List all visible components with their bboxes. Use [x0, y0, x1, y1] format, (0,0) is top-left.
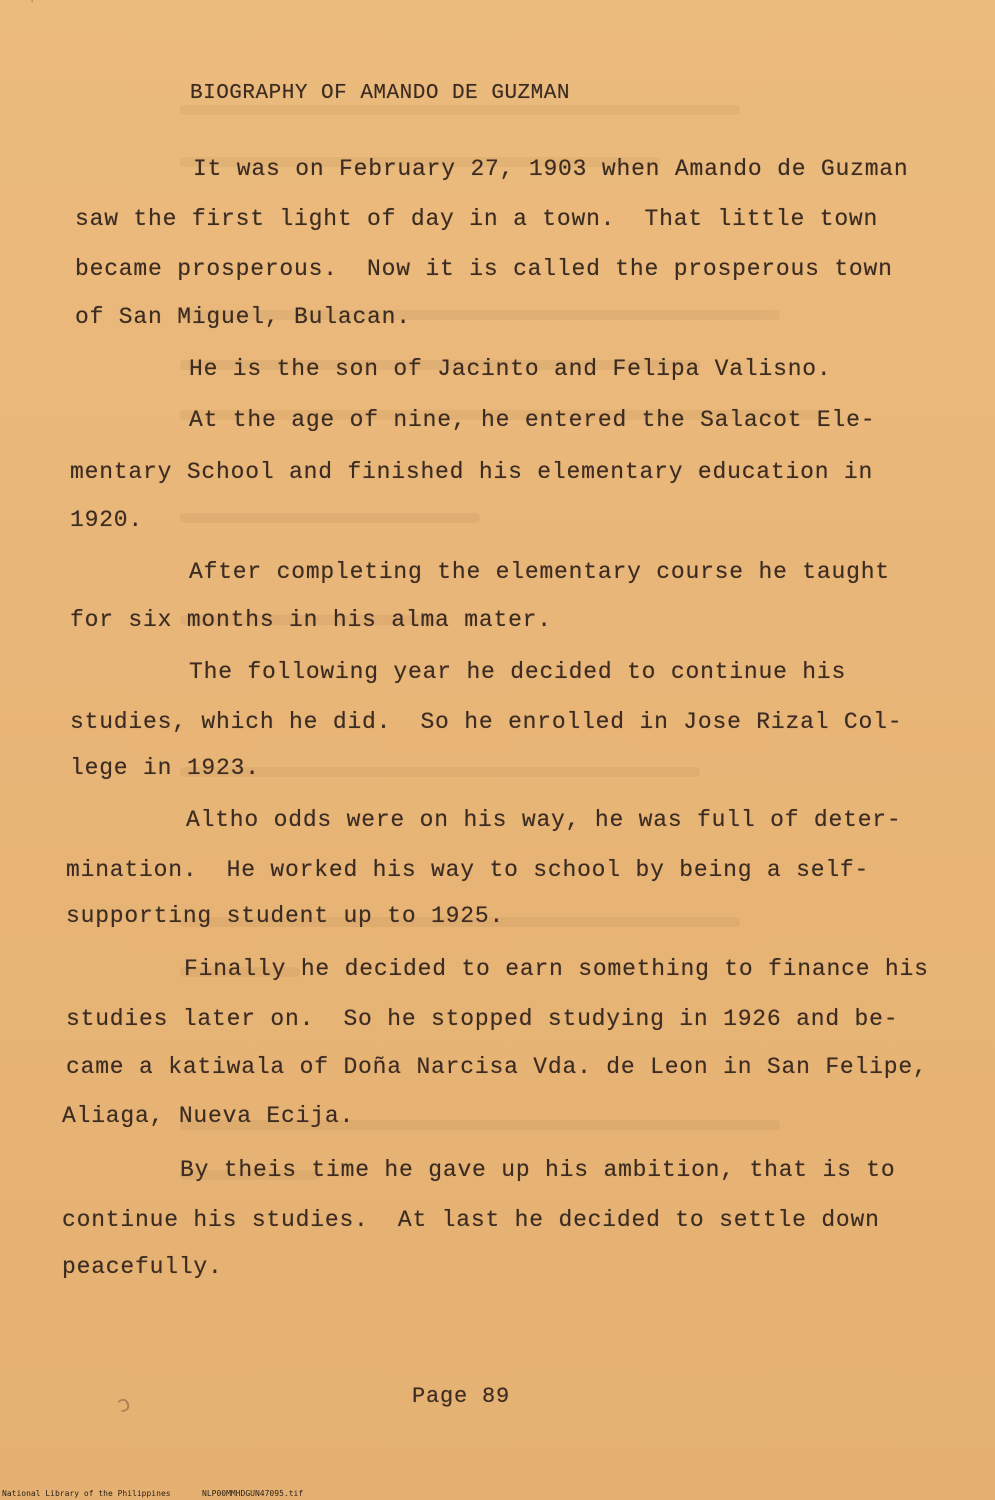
- paragraph-2-line-1: He is the son of Jacinto and Felipa Valisno.: [189, 356, 832, 382]
- paragraph-7-line-4: Aliaga, Nueva Ecija.: [62, 1103, 355, 1129]
- paragraph-7-line-3: came a katiwala of Doña Narcisa Vda. de Leon in San Felipe,: [66, 1054, 928, 1080]
- paragraph-1-line-4: of San Miguel, Bulacan.: [75, 304, 411, 330]
- paragraph-8-line-3: peacefully.: [62, 1254, 223, 1280]
- paragraph-4-line-2: for six months in his alma mater.: [70, 607, 552, 633]
- paragraph-6-line-3: supporting student up to 1925.: [66, 903, 505, 929]
- paragraph-1-line-1: It was on February 27, 1903 when Amando de Guzman: [193, 156, 909, 182]
- paragraph-1-line-2: saw the first light of day in a town. That little town: [75, 206, 879, 232]
- paragraph-7-line-2: studies later on. So he stopped studying in 1926 and be-: [66, 1006, 899, 1032]
- paragraph-5-line-3: lege in 1923.: [70, 755, 260, 781]
- page-number: Page 89: [412, 1384, 511, 1409]
- footer-institution: National Library of the Philippines: [2, 1489, 171, 1498]
- paragraph-5-line-2: studies, which he did. So he enrolled in Jose Rizal Col-: [70, 709, 903, 735]
- paragraph-5-line-1: The following year he decided to continue his: [189, 659, 847, 685]
- footer-filename: NLP00MMHDGUN47095.tif: [202, 1489, 304, 1498]
- paragraph-3-line-3: 1920.: [70, 507, 144, 533]
- paragraph-7-line-1: Finally he decided to earn something to finance his: [184, 956, 929, 982]
- paragraph-6-line-1: Altho odds were on his way, he was full of deter-: [186, 807, 902, 833]
- paragraph-3-line-1: At the age of nine, he entered the Salacot Ele-: [189, 407, 876, 433]
- paragraph-6-line-2: mination. He worked his way to school by being a self-: [66, 857, 870, 883]
- paragraph-3-line-2: mentary School and finished his elementary education in: [70, 459, 874, 485]
- show-through-texture: [180, 95, 940, 1095]
- paragraph-8-line-1: By theis time he gave up his ambition, that is to: [180, 1157, 896, 1183]
- document-title: BIOGRAPHY OF AMANDO DE GUZMAN: [190, 82, 570, 105]
- paragraph-4-line-1: After completing the elementary course he taught: [189, 559, 890, 585]
- stray-mark-bottom: ɔ: [114, 1390, 135, 1419]
- paragraph-1-line-3: became prosperous. Now it is called the prosperous town: [75, 256, 893, 282]
- stray-mark-top: ·: [30, 0, 35, 10]
- paragraph-8-line-2: continue his studies. At last he decided to settle down: [62, 1207, 880, 1233]
